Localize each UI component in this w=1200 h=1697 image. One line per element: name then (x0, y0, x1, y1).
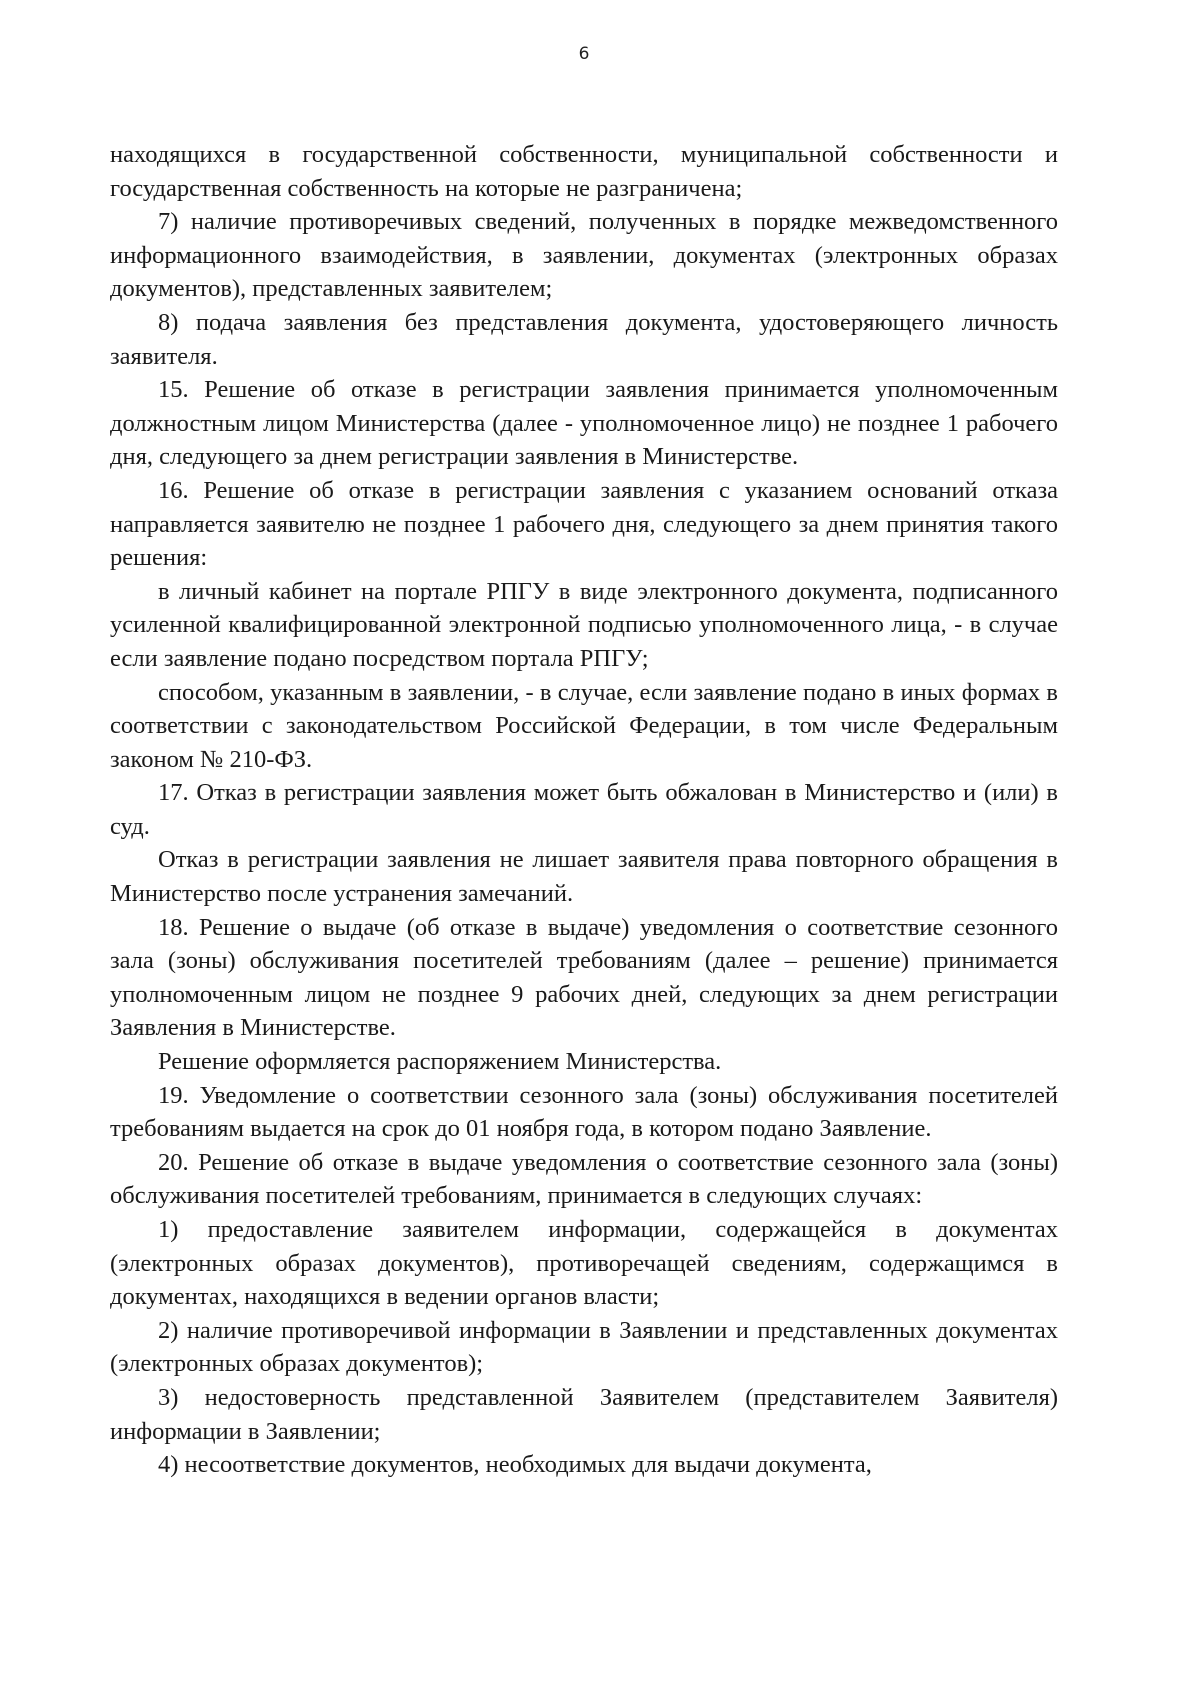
paragraph-clause-16: 16. Решение об отказе в регистрации заявления с указанием оснований отказа направляется заявителю не позднее 1 рабочего дня, следующего за днем принятия такого решения: (110, 476, 1058, 572)
paragraph-clause-18: 18. Решение о выдаче (об отказе в выдаче) уведомления о соответствие сезонного зала (зоны) обслуживания посетителей требованиям (далее – решение) принимается уполномоченным лицом не позднее 9 рабочих дней, следующих за днем регистрации Заявления в Министерстве. (110, 913, 1058, 1042)
page-number: 6 (578, 44, 590, 64)
paragraph-clause-19: 19. Уведомление о соответствии сезонного зала (зоны) обслуживания посетителей требованиям выдается на срок до 01 ноября года, в котором подано Заявление. (110, 1081, 1058, 1143)
paragraph-case-1: 1) предоставление заявителем информации, содержащейся в документах (электронных образах документов), противоречащей сведениям, содержащимся в документах, находящихся в ведении органов власти; (110, 1216, 1058, 1311)
paragraph-clause-17: 17. Отказ в регистрации заявления может быть обжалован в Министерство и (или) в суд. (110, 779, 1058, 840)
paragraph-case-3: 3) недостоверность представленной Заявителем (представителем Заявителя) информации в Заявлении; (110, 1383, 1058, 1445)
paragraph-other-method: способом, указанным в заявлении, - в случае, если заявление подано в иных формах в соответствии с законодательством Российской Федерации, в том числе Федеральным законом № 210-ФЗ. (110, 678, 1058, 773)
paragraph-case-2: 2) наличие противоречивой информации в Заявлении и представленных документах (электронных образах документов); (110, 1316, 1058, 1378)
paragraph-continuation: находящихся в государственной собственности, муниципальной собственности и государственная собственность на которые не разграничена; (110, 141, 1058, 202)
paragraph-item-8: 8) подача заявления без представления документа, удостоверяющего личность заявителя. (110, 308, 1058, 370)
document-body (110, 138, 1058, 1482)
paragraph-order-decision: Решение оформляется распоряжением Министерства. (158, 1048, 722, 1076)
paragraph-rpgu-cabinet: в личный кабинет на портале РПГУ в виде электронного документа, подписанного усиленной квалифицированной электронной подписью уполномоченного лица, - в случае если заявление подано посредством портала РПГУ; (110, 577, 1058, 672)
paragraph-clause-15: 15. Решение об отказе в регистрации заявления принимается уполномоченным должностным лицом Министерства (далее - уполномоченное лицо) не позднее 1 рабочего дня, следующего за днем регистрации заявления в Министерстве. (110, 376, 1058, 471)
paragraph-refusal-rights: Отказ в регистрации заявления не лишает заявителя права повторного обращения в Министерство после устранения замечаний. (110, 846, 1058, 908)
paragraph-case-4: 4) несоответствие документов, необходимых для выдачи документа, (158, 1451, 872, 1479)
paragraph-clause-20: 20. Решение об отказе в выдаче уведомления о соответствие сезонного зала (зоны) обслуживания посетителей требованиям, принимается в следующих случаях: (110, 1148, 1058, 1210)
paragraph-item-7: 7) наличие противоречивых сведений, полученных в порядке межведомственного информационного взаимодействия, в заявлении, документах (электронных образах документов), представленных заявителем; (110, 208, 1058, 303)
